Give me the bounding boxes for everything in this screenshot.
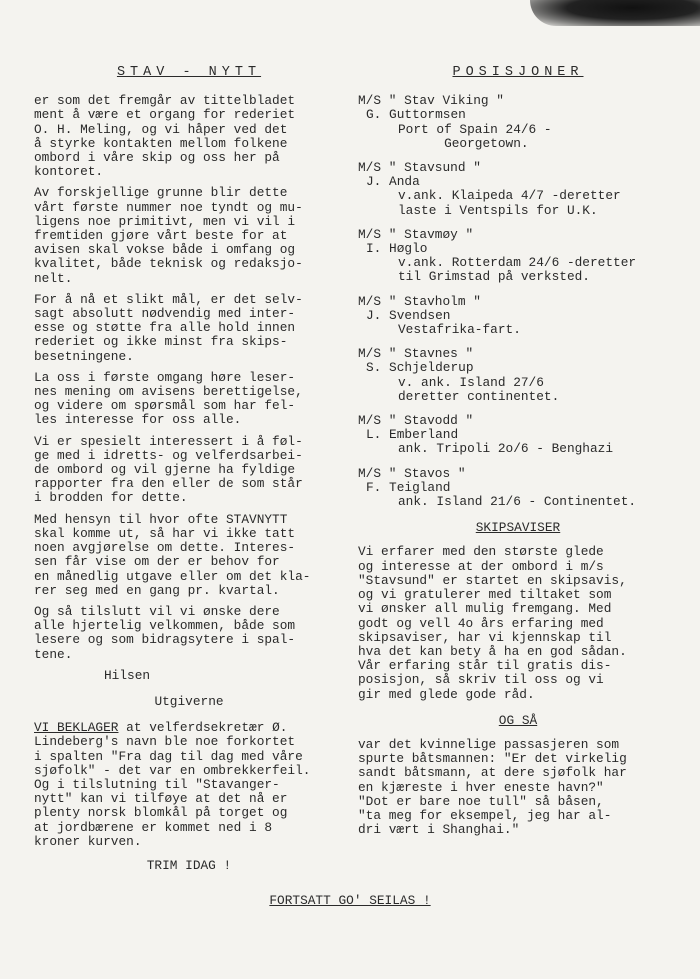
text-line: Med hensyn til hvor ofte STAVNYTT — [34, 511, 288, 527]
ship-position — [358, 94, 678, 151]
text-line: sagt absolutt nødvendig med inter- — [34, 306, 296, 322]
text-line: O. H. Meling, og vi håper ved det — [34, 121, 288, 137]
text-line: er som det fremgår av tittelbladet — [34, 93, 296, 109]
text-line: at jordbærene er kommet ned i 8 — [34, 819, 273, 835]
captain-name: L. Emberland — [366, 427, 459, 443]
text-line: de ombord og vil gjerne ha fyldige — [34, 462, 296, 478]
text-line: rederiet og ikke minst fra skips- — [34, 334, 288, 350]
text-line: sjøfolk" - det var en ombrekkerfeil. — [34, 762, 311, 778]
ship-name: M/S " Stavsund " — [358, 160, 481, 176]
captain-name: J. Svendsen — [366, 307, 451, 323]
text-line: dri vært i Shanghai." — [358, 822, 520, 838]
apology-heading: VI BEKLAGER — [34, 720, 119, 736]
captain-name: J. Anda — [366, 174, 420, 190]
text-line: noen avgjørelse om dette. Interes- — [34, 540, 296, 556]
text-line: fremtiden gjøre vårt beste for at — [34, 228, 288, 244]
text-line: nes mening om avisens berettigelse, — [34, 384, 303, 400]
footer — [0, 893, 700, 908]
text-line: Vi erfarer med den største glede — [358, 544, 604, 560]
text-line: en kjæreste i hver eneste havn?" — [358, 779, 604, 795]
position-detail: til Grimstad på verksted. — [398, 269, 590, 285]
text-line: kontoret. — [34, 164, 104, 180]
captain-name: G. Guttormsen — [366, 107, 466, 123]
ink-smudge — [530, 0, 700, 26]
paragraph — [34, 186, 344, 285]
paragraph — [34, 513, 344, 598]
text-line: å styrke kontakten mellom folkene — [34, 135, 288, 151]
position-detail: Port of Spain 24/6 - — [398, 121, 552, 137]
captain-name: I. Høglo — [366, 241, 428, 257]
ship-position — [358, 414, 678, 457]
text-line: i spalten "Fra dag til dag med våre — [34, 748, 303, 764]
ship-name: M/S " Stav Viking " — [358, 93, 504, 109]
text-line: les interesse for oss alle. — [34, 412, 242, 428]
greeting: Hilsen — [104, 667, 151, 683]
text-line: "Dot er bare noe tull" så båsen, — [358, 793, 604, 809]
text-line: ge med i idretts- og velferdsarbei- — [34, 447, 303, 463]
ship-position — [358, 467, 678, 510]
position-detail: Vestafrika-fart. — [398, 322, 521, 338]
text-line: Vår erfaring står til gratis dis- — [358, 658, 612, 674]
ship-position — [358, 228, 678, 285]
paragraph — [34, 605, 344, 662]
text-line: sandt båtsmann, at dere sjøfolk har — [358, 765, 627, 781]
text-line: avisen skal vokse både i omfang og — [34, 242, 296, 258]
posisjoner-heading: POSISJONER — [452, 65, 584, 80]
text-line: Av forskjellige grunne blir dette — [34, 185, 288, 201]
text-line: og interesse at der ombord i m/s — [358, 558, 604, 574]
text-line: La oss i første omgang høre leser- — [34, 369, 296, 385]
text-line: ment å være et organg for rederiet — [34, 107, 296, 123]
text-line: ligens noe primitivt, men vi vil i — [34, 213, 296, 229]
text-line: ombord i våre skip og oss her på — [34, 150, 280, 166]
text-line: gir med glede gode råd. — [358, 686, 535, 702]
editorial-text — [34, 94, 344, 662]
text-line: skipsaviser, har vi kjennskap til — [358, 629, 612, 645]
skipsaviser-text — [358, 545, 678, 701]
text-line: posisjon, så skriv til oss og vi — [358, 672, 604, 688]
text-line: besetningene. — [34, 348, 134, 364]
ship-position — [358, 347, 678, 404]
text-line: "ta meg for eksempel, jeg har al- — [358, 807, 612, 823]
apology-first-line: at velferdsekretær Ø. — [118, 720, 288, 736]
ship-name: M/S " Stavnes " — [358, 346, 474, 362]
ship-position — [358, 295, 678, 338]
text-line: rapporter fra den eller de som står — [34, 476, 303, 492]
position-detail: laste i Ventspils for U.K. — [398, 202, 598, 218]
paragraph — [34, 94, 344, 179]
text-line: var det kvinnelige passasjeren som — [358, 736, 620, 752]
paragraph — [34, 293, 344, 364]
position-detail: v. ank. Island 27/6 — [398, 374, 544, 390]
ship-position — [358, 161, 678, 218]
text-line: vårt første nummer noe tyndt og mu- — [34, 199, 303, 215]
skipsaviser-heading: SKIPSAVISER — [475, 520, 561, 536]
text-line: Og i tilslutning til "Stavanger- — [34, 776, 280, 792]
text-line: og videre om spørsmål som har fel- — [34, 398, 296, 414]
text-line: kvalitet, både teknisk og redaksjo- — [34, 256, 303, 272]
signature: Utgiverne — [154, 693, 224, 709]
text-line: esse og støtte fra alle hold innen — [34, 320, 296, 336]
text-line: tene. — [34, 646, 73, 662]
ship-name: M/S " Stavholm " — [358, 293, 481, 309]
ship-name: M/S " Stavos " — [358, 465, 466, 481]
position-detail: v.ank. Klaipeda 4/7 -deretter — [398, 188, 621, 204]
text-line: og vi gratulerer med tiltaket som — [358, 587, 612, 603]
position-detail: ank. Tripoli 2o/6 - Benghazi — [398, 441, 614, 457]
captain-name: S. Schjelderup — [366, 360, 474, 376]
captain-name: F. Teigland — [366, 479, 451, 495]
text-line: nytt" kan vi tilføye at det nå er — [34, 791, 288, 807]
text-line: alle hjertelig velkommen, både som — [34, 618, 296, 634]
text-line: sen får vise om der er behov for — [34, 554, 280, 570]
apology-section — [34, 721, 344, 849]
text-line: vi ønsker all mulig fremgang. Med — [358, 601, 612, 617]
text-line: Vi er spesielt interessert i å føl- — [34, 433, 303, 449]
text-line: kroner kurven. — [34, 833, 142, 849]
positions-list — [358, 94, 678, 509]
text-line: hva det kan bety å ha en god sådan. — [358, 643, 627, 659]
text-line: plenty norsk blomkål på torget og — [34, 805, 288, 821]
footer-text: FORTSATT GO' SEILAS ! — [269, 893, 431, 908]
left-column — [34, 66, 344, 873]
paragraph — [34, 371, 344, 428]
text-line: For å nå et slikt mål, er det selv- — [34, 291, 303, 307]
position-detail: ank. Island 21/6 - Continentet. — [398, 494, 637, 510]
text-line: nelt. — [34, 270, 73, 286]
text-line: godt og vell 4o års erfaring med — [358, 615, 604, 631]
text-line: i brodden for dette. — [34, 490, 188, 506]
text-line: lesere og som bidragsytere i spal- — [34, 632, 296, 648]
paragraph — [34, 435, 344, 506]
text-line: rer seg med en gang pr. kvartal. — [34, 582, 280, 598]
og-sa-heading: OG SÅ — [498, 712, 538, 728]
text-line: Lindeberg's navn ble noe forkortet — [34, 734, 296, 750]
text-line: skal komme ut, så har vi ikke tatt — [34, 525, 296, 541]
og-sa-text — [358, 738, 678, 837]
ship-name: M/S " Stavmøy " — [358, 226, 474, 242]
text-line: spurte båtsmannen: "Er det virkelig — [358, 751, 627, 767]
text-line: "Stavsund" er startet en skipsavis, — [358, 572, 627, 588]
trim-idag: TRIM IDAG ! — [146, 857, 232, 873]
stav-nytt-heading: STAV - NYTT — [116, 65, 262, 80]
text-line: Og så tilslutt vil vi ønske dere — [34, 603, 280, 619]
ship-name: M/S " Stavodd " — [358, 413, 474, 429]
text-line: en månedlig utgave eller om det kla- — [34, 568, 311, 584]
apology-text — [34, 735, 344, 849]
position-detail: v.ank. Rotterdam 24/6 -deretter — [398, 255, 637, 271]
position-detail: deretter continentet. — [398, 388, 560, 404]
right-column — [358, 66, 678, 837]
position-detail: Georgetown. — [398, 135, 529, 151]
